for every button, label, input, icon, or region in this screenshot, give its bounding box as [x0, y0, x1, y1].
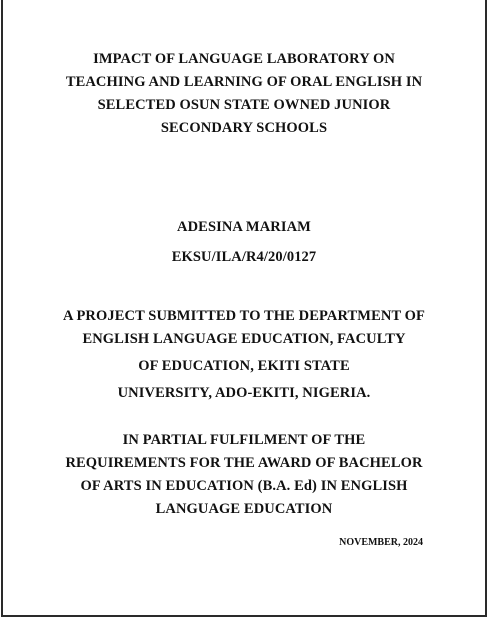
title-line-3: SELECTED OSUN STATE OWNED JUNIOR [97, 97, 391, 113]
purpose-line-2: REQUIREMENTS FOR THE AWARD OF BACHELOR [65, 455, 423, 471]
title-line-2: TEACHING AND LEARNING OF ORAL ENGLISH IN [65, 74, 423, 90]
matric-number: EKSU/ILA/R4/20/0127 [171, 249, 317, 265]
submission-statement-part-2 [3, 353, 485, 407]
submission-line-1: A PROJECT SUBMITTED TO THE DEPARTMENT OF [62, 308, 426, 324]
submission-line-3: OF EDUCATION, EKITI STATE [138, 358, 350, 374]
submission-statement-part-1 [3, 305, 485, 351]
submission-line-2: ENGLISH LANGUAGE EDUCATION, FACULTY [82, 331, 406, 347]
document-page [1, 0, 487, 617]
project-title [3, 48, 485, 140]
purpose-line-3: OF ARTS IN EDUCATION (B.A. Ed) IN ENGLISH [80, 478, 408, 494]
degree-purpose-statement [3, 429, 485, 521]
purpose-line-1: IN PARTIAL FULFILMENT OF THE [122, 432, 366, 448]
title-line-4: SECONDARY SCHOOLS [160, 120, 328, 136]
author-block [3, 212, 485, 272]
submission-date: NOVEMBER, 2024 [339, 537, 423, 548]
submission-line-4: UNIVERSITY, ADO-EKITI, NIGERIA. [117, 385, 371, 401]
author-name: ADESINA MARIAM [177, 219, 311, 235]
purpose-line-4: LANGUAGE EDUCATION [155, 501, 333, 517]
title-line-1: IMPACT OF LANGUAGE LABORATORY ON [93, 51, 395, 67]
